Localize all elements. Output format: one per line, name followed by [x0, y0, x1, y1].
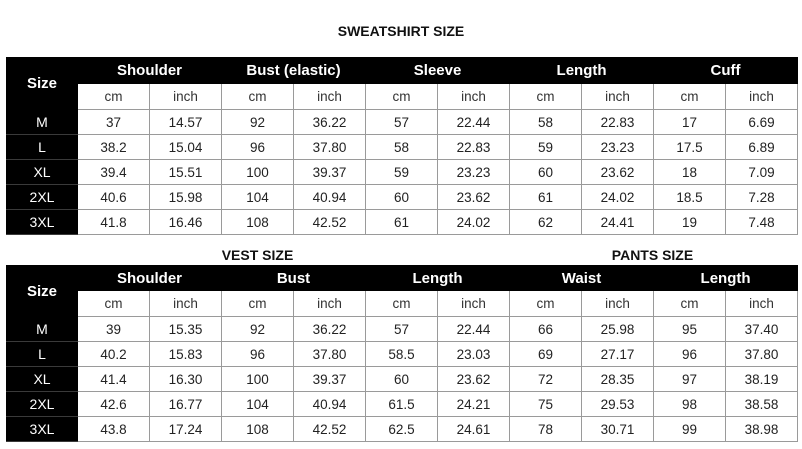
value-cell: 6.69	[726, 110, 798, 135]
value-cell: 60	[366, 185, 438, 210]
value-cell: 7.48	[726, 210, 798, 235]
value-cell: 6.89	[726, 135, 798, 160]
value-cell: 37.40	[726, 317, 798, 342]
value-cell: 96	[654, 342, 726, 367]
table-row	[7, 185, 798, 210]
value-cell: 16.46	[150, 210, 222, 235]
unit-cell: cm	[654, 291, 726, 317]
value-cell: 57	[366, 110, 438, 135]
value-cell: 23.03	[438, 342, 510, 367]
value-cell: 37	[78, 110, 150, 135]
value-cell: 42.6	[78, 392, 150, 417]
value-cell: 37.80	[294, 135, 366, 160]
group-header-length: Length	[366, 266, 510, 291]
unit-cell: inch	[726, 84, 798, 110]
value-cell: 72	[510, 367, 582, 392]
size-cell: L	[7, 342, 78, 367]
value-cell: 40.94	[294, 392, 366, 417]
size-cell: L	[7, 135, 78, 160]
size-cell: 2XL	[7, 185, 78, 210]
value-cell: 100	[222, 367, 294, 392]
group-header-bust: Bust (elastic)	[222, 58, 366, 84]
unit-cell: cm	[366, 84, 438, 110]
value-cell: 29.53	[582, 392, 654, 417]
size-cell: M	[7, 110, 78, 135]
value-cell: 92	[222, 110, 294, 135]
unit-cell: inch	[582, 84, 654, 110]
group-header-length: Length	[510, 58, 654, 84]
value-cell: 99	[654, 417, 726, 442]
value-cell: 15.83	[150, 342, 222, 367]
table-row	[7, 392, 798, 417]
group-header-cuff: Cuff	[654, 58, 798, 84]
value-cell: 78	[510, 417, 582, 442]
value-cell: 104	[222, 185, 294, 210]
value-cell: 38.2	[78, 135, 150, 160]
unit-cell: inch	[150, 291, 222, 317]
value-cell: 96	[222, 342, 294, 367]
group-header-shoulder: Shoulder	[78, 266, 222, 291]
value-cell: 62.5	[366, 417, 438, 442]
unit-cell: cm	[78, 84, 150, 110]
size-cell: 3XL	[7, 210, 78, 235]
size-cell: XL	[7, 160, 78, 185]
group-header-shoulder: Shoulder	[78, 58, 222, 84]
unit-cell: cm	[222, 291, 294, 317]
value-cell: 24.21	[438, 392, 510, 417]
value-cell: 24.41	[582, 210, 654, 235]
value-cell: 108	[222, 210, 294, 235]
value-cell: 16.30	[150, 367, 222, 392]
unit-cell: inch	[150, 84, 222, 110]
value-cell: 57	[366, 317, 438, 342]
value-cell: 36.22	[294, 317, 366, 342]
value-cell: 39.37	[294, 160, 366, 185]
group-header-pants-length: Length	[654, 266, 798, 291]
value-cell: 7.28	[726, 185, 798, 210]
value-cell: 37.80	[726, 342, 798, 367]
unit-cell: inch	[438, 291, 510, 317]
value-cell: 17.24	[150, 417, 222, 442]
value-cell: 41.8	[78, 210, 150, 235]
table-row	[7, 417, 798, 442]
value-cell: 14.57	[150, 110, 222, 135]
value-cell: 22.44	[438, 317, 510, 342]
value-cell: 38.19	[726, 367, 798, 392]
value-cell: 60	[510, 160, 582, 185]
value-cell: 42.52	[294, 210, 366, 235]
value-cell: 40.2	[78, 342, 150, 367]
unit-cell: cm	[366, 291, 438, 317]
value-cell: 15.35	[150, 317, 222, 342]
value-cell: 62	[510, 210, 582, 235]
value-cell: 23.23	[582, 135, 654, 160]
size-cell: 2XL	[7, 392, 78, 417]
value-cell: 39	[78, 317, 150, 342]
group-header-bust: Bust	[222, 266, 366, 291]
value-cell: 96	[222, 135, 294, 160]
value-cell: 108	[222, 417, 294, 442]
size-header: Size	[7, 266, 78, 317]
vest-title: VEST SIZE	[221, 247, 294, 263]
unit-cell: cm	[510, 291, 582, 317]
value-cell: 23.62	[438, 367, 510, 392]
unit-cell: cm	[78, 291, 150, 317]
value-cell: 23.62	[582, 160, 654, 185]
unit-cell: cm	[654, 84, 726, 110]
group-header-sleeve: Sleeve	[366, 58, 510, 84]
value-cell: 23.62	[438, 185, 510, 210]
group-header-waist: Waist	[510, 266, 654, 291]
value-cell: 61	[510, 185, 582, 210]
value-cell: 61.5	[366, 392, 438, 417]
table-row	[7, 317, 798, 342]
value-cell: 59	[510, 135, 582, 160]
value-cell: 59	[366, 160, 438, 185]
value-cell: 15.51	[150, 160, 222, 185]
value-cell: 19	[654, 210, 726, 235]
unit-cell: cm	[222, 84, 294, 110]
value-cell: 98	[654, 392, 726, 417]
pants-title: PANTS SIZE	[611, 247, 694, 263]
table-row	[7, 135, 798, 160]
value-cell: 28.35	[582, 367, 654, 392]
unit-cell: cm	[510, 84, 582, 110]
table-row	[7, 367, 798, 392]
value-cell: 40.6	[78, 185, 150, 210]
table-row	[7, 210, 798, 235]
value-cell: 40.94	[294, 185, 366, 210]
value-cell: 27.17	[582, 342, 654, 367]
value-cell: 15.98	[150, 185, 222, 210]
value-cell: 7.09	[726, 160, 798, 185]
size-cell: 3XL	[7, 417, 78, 442]
value-cell: 39.37	[294, 367, 366, 392]
size-header: Size	[7, 58, 78, 110]
value-cell: 22.44	[438, 110, 510, 135]
value-cell: 104	[222, 392, 294, 417]
value-cell: 25.98	[582, 317, 654, 342]
value-cell: 18	[654, 160, 726, 185]
value-cell: 22.83	[582, 110, 654, 135]
value-cell: 92	[222, 317, 294, 342]
value-cell: 69	[510, 342, 582, 367]
value-cell: 60	[366, 367, 438, 392]
value-cell: 30.71	[582, 417, 654, 442]
unit-cell: inch	[582, 291, 654, 317]
value-cell: 17.5	[654, 135, 726, 160]
value-cell: 16.77	[150, 392, 222, 417]
value-cell: 36.22	[294, 110, 366, 135]
size-cell: XL	[7, 367, 78, 392]
value-cell: 58.5	[366, 342, 438, 367]
vest-pants-size-table	[6, 265, 798, 442]
value-cell: 43.8	[78, 417, 150, 442]
value-cell: 58	[510, 110, 582, 135]
value-cell: 97	[654, 367, 726, 392]
value-cell: 100	[222, 160, 294, 185]
value-cell: 37.80	[294, 342, 366, 367]
value-cell: 15.04	[150, 135, 222, 160]
value-cell: 24.02	[582, 185, 654, 210]
value-cell: 24.02	[438, 210, 510, 235]
value-cell: 61	[366, 210, 438, 235]
unit-cell: inch	[294, 84, 366, 110]
value-cell: 22.83	[438, 135, 510, 160]
value-cell: 41.4	[78, 367, 150, 392]
value-cell: 39.4	[78, 160, 150, 185]
value-cell: 17	[654, 110, 726, 135]
unit-cell: inch	[726, 291, 798, 317]
unit-cell: inch	[294, 291, 366, 317]
value-cell: 58	[366, 135, 438, 160]
value-cell: 38.98	[726, 417, 798, 442]
table-row	[7, 160, 798, 185]
table-row	[7, 110, 798, 135]
value-cell: 24.61	[438, 417, 510, 442]
value-cell: 66	[510, 317, 582, 342]
value-cell: 38.58	[726, 392, 798, 417]
value-cell: 75	[510, 392, 582, 417]
value-cell: 18.5	[654, 185, 726, 210]
value-cell: 95	[654, 317, 726, 342]
size-cell: M	[7, 317, 78, 342]
sweatshirt-size-table	[6, 57, 798, 235]
value-cell: 42.52	[294, 417, 366, 442]
sweatshirt-title: SWEATSHIRT SIZE	[337, 23, 465, 39]
value-cell: 23.23	[438, 160, 510, 185]
unit-cell: inch	[438, 84, 510, 110]
table-row	[7, 342, 798, 367]
